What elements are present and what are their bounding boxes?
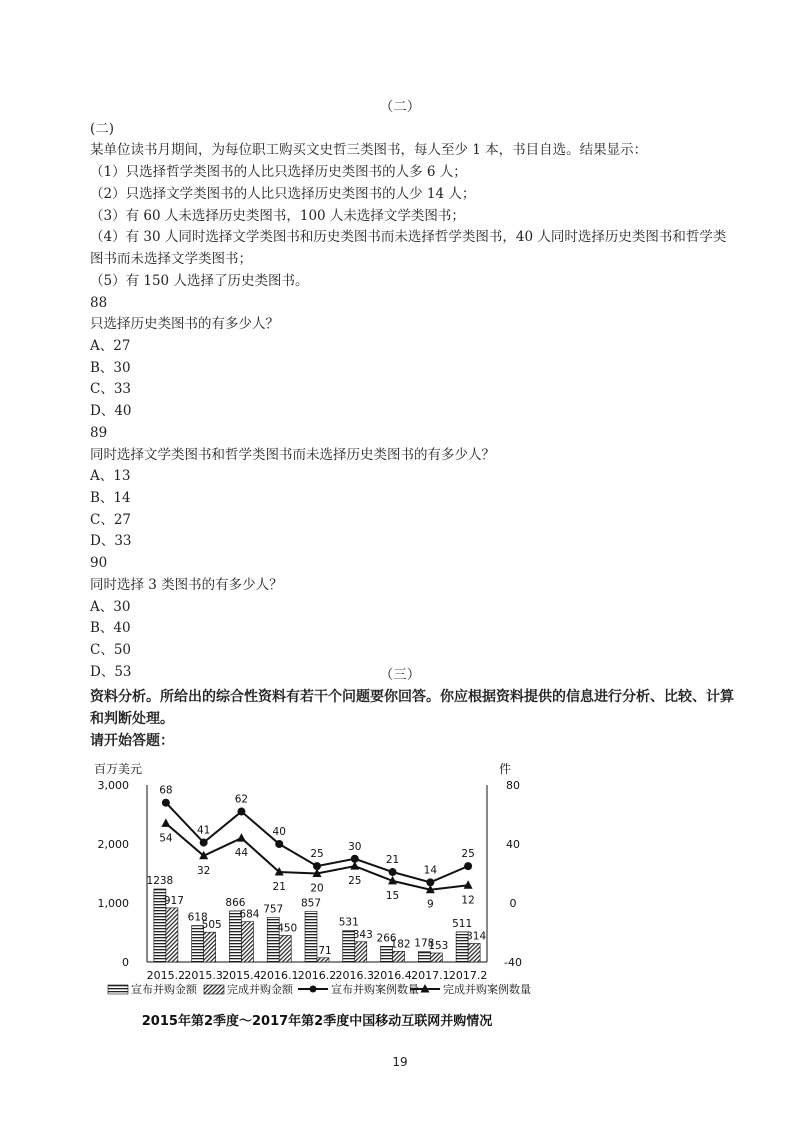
point-announced-label: 21	[385, 854, 400, 867]
condition-2: （2）只选择文学类图书的人比只选择历史类图书的人少 14 人；	[90, 186, 476, 202]
point-announced-label: 14	[423, 864, 438, 877]
bar-completed-label: 71	[318, 944, 332, 957]
chart-title: 2015年第2季度～2017年第2季度中国移动互联网并购情况	[141, 1014, 493, 1029]
condition-1: （1）只选择哲学类图书的人比只选择历史类图书的人多 6 人；	[90, 164, 467, 180]
section3-instruction-cont: 和判断处理。	[90, 711, 174, 727]
bar-completed	[166, 908, 178, 962]
x-tick-label: 2015.3	[184, 969, 223, 982]
bar-completed-label: 314	[466, 930, 487, 943]
point-announced-label: 30	[348, 840, 362, 853]
point-announced-cases	[237, 808, 245, 816]
legend-label-announced-cases: 宣布并购案例数量	[331, 983, 419, 996]
question-88-number: 88	[90, 295, 108, 311]
condition-5: （5）有 150 人选择了历史类图书。	[90, 273, 309, 289]
point-completed-label: 25	[348, 875, 362, 888]
bar-completed	[241, 922, 253, 962]
point-announced-cases	[200, 839, 208, 847]
point-completed-label: 15	[385, 889, 400, 902]
bar-completed	[355, 942, 367, 962]
left-tick-label: 3,000	[97, 779, 129, 792]
question-90-option-b: B、40	[90, 620, 131, 636]
bar-completed-label: 684	[239, 908, 260, 921]
section3-instruction: 资料分析。所给出的综合性资料有若干个问题要你回答。你应根据资料提供的信息进行分析、比较、计算	[90, 689, 734, 705]
bar-completed	[468, 943, 480, 962]
right-tick-label: 0	[509, 897, 517, 910]
bar-completed-label: 917	[163, 894, 184, 907]
bar-completed-label: 343	[352, 928, 373, 941]
left-tick-label: 2,000	[97, 838, 129, 851]
x-tick-label: 2016.3	[335, 969, 375, 982]
point-announced-cases	[162, 799, 170, 807]
question-89-option-c: C、27	[90, 512, 132, 528]
x-tick-label: 2015.4	[222, 969, 261, 982]
bar-completed-label: 450	[277, 922, 298, 935]
point-completed-cases	[350, 861, 359, 870]
bar-completed-label: 182	[390, 938, 411, 951]
x-tick-label: 2015.2	[146, 969, 186, 982]
question-intro: 某单位读书月期间，为每位职工购买文史哲三类图书，每人至少 1 本，书目自选。结果显示：	[90, 142, 648, 158]
bar-announced-label: 757	[263, 903, 284, 916]
bar-completed	[279, 935, 291, 962]
question-89-option-a: A、13	[90, 468, 131, 484]
condition-4: （4）有 30 人同时选择文学类图书和历史类图书而未选择哲学类图书，40 人同时选择历史类图书和哲学类	[90, 229, 727, 245]
section3-start: 请开始答题：	[90, 733, 174, 749]
question-88-option-c: C、33	[90, 381, 132, 397]
point-announced-cases	[464, 862, 472, 870]
section2-label: (二)	[90, 121, 115, 137]
question-89-number: 89	[90, 425, 108, 441]
point-announced-label: 25	[310, 848, 324, 861]
x-tick-label: 2017.1	[411, 969, 450, 982]
point-announced-cases	[275, 840, 283, 848]
point-announced-label: 25	[461, 848, 475, 861]
bar-announced	[305, 911, 317, 962]
point-announced-label: 41	[196, 824, 211, 837]
point-completed-cases	[464, 880, 473, 889]
question-88-option-d: D、40	[90, 403, 132, 419]
section2-heading: （二）	[379, 99, 421, 115]
question-90-text: 同时选择 3 类图书的有多少人？	[90, 577, 283, 593]
ma-chart	[92, 757, 542, 1037]
x-tick-label: 2016.1	[259, 969, 299, 982]
question-88-option-a: A、27	[90, 338, 131, 354]
bar-announced-label: 511	[452, 917, 473, 930]
point-completed-label: 12	[461, 894, 475, 907]
bar-announced-label: 866	[225, 896, 246, 909]
page-number: 19	[392, 1055, 408, 1069]
x-tick-label: 2016.2	[297, 969, 337, 982]
x-tick-label: 2017.2	[448, 969, 488, 982]
bar-announced-label: 618	[187, 911, 208, 924]
point-completed-cases	[161, 818, 170, 827]
bar-completed	[204, 932, 216, 962]
point-announced-label: 68	[159, 784, 173, 797]
question-89-text: 同时选择文学类图书和哲学类图书而未选择历史类图书的有多少人？	[90, 447, 495, 463]
point-completed-label: 20	[310, 882, 324, 895]
point-completed-label: 9	[426, 898, 434, 911]
x-tick-label: 2016.4	[373, 969, 412, 982]
legend-label-completed-amount: 完成并购金额	[227, 983, 293, 996]
bar-announced-label: 531	[338, 916, 359, 929]
legend-label-announced-amount: 宣布并购金额	[131, 983, 197, 996]
point-announced-cases	[389, 868, 397, 876]
question-89-option-b: B、14	[90, 490, 131, 506]
bar-announced-label: 266	[376, 932, 397, 945]
point-completed-cases	[237, 833, 246, 842]
bar-completed	[317, 958, 329, 962]
question-88-option-b: B、30	[90, 360, 131, 376]
question-90-option-c: C、50	[90, 642, 132, 658]
right-axis-unit: 件	[499, 762, 512, 776]
question-88-text: 只选择历史类图书的有多少人？	[90, 316, 279, 332]
condition-3: （3）有 60 人未选择历史类图书，100 人未选择文学类图书；	[90, 208, 465, 224]
legend-swatch-completed-amount	[204, 985, 224, 994]
legend-swatch-announced-amount	[108, 985, 128, 994]
bar-completed-label: 153	[428, 939, 449, 952]
point-announced-label: 62	[234, 793, 249, 806]
legend-marker-announced-cases	[310, 986, 317, 993]
bar-announced-label: 857	[300, 897, 322, 910]
left-tick-label: 1,000	[97, 897, 129, 910]
bar-completed	[430, 953, 442, 962]
legend-label-completed-cases: 完成并购案例数量	[443, 983, 531, 996]
right-tick-label: -40	[504, 956, 522, 969]
left-axis-unit: 百万美元	[94, 762, 143, 776]
bar-completed-label: 505	[201, 919, 222, 932]
question-90-option-d: D、53	[90, 664, 132, 680]
bar-completed	[393, 951, 405, 962]
bar-announced-label: 1238	[146, 874, 174, 887]
question-90-option-a: A、30	[90, 599, 131, 615]
condition-4-cont: 图书而未选择文学类图书；	[90, 251, 252, 267]
bar-announced-label: 178	[414, 937, 435, 950]
point-completed-label: 21	[272, 881, 286, 894]
point-completed-label: 32	[196, 864, 211, 877]
point-completed-label: 54	[159, 832, 173, 845]
right-tick-label: 80	[506, 779, 520, 792]
question-89-option-d: D、33	[90, 533, 132, 549]
bar-announced	[418, 951, 430, 962]
point-announced-label: 40	[272, 826, 286, 838]
point-completed-label: 44	[234, 847, 249, 860]
right-tick-label: 40	[506, 838, 520, 851]
section3-heading: （三）	[379, 667, 421, 683]
left-tick-label: 0	[122, 956, 129, 969]
question-90-number: 90	[90, 555, 108, 571]
